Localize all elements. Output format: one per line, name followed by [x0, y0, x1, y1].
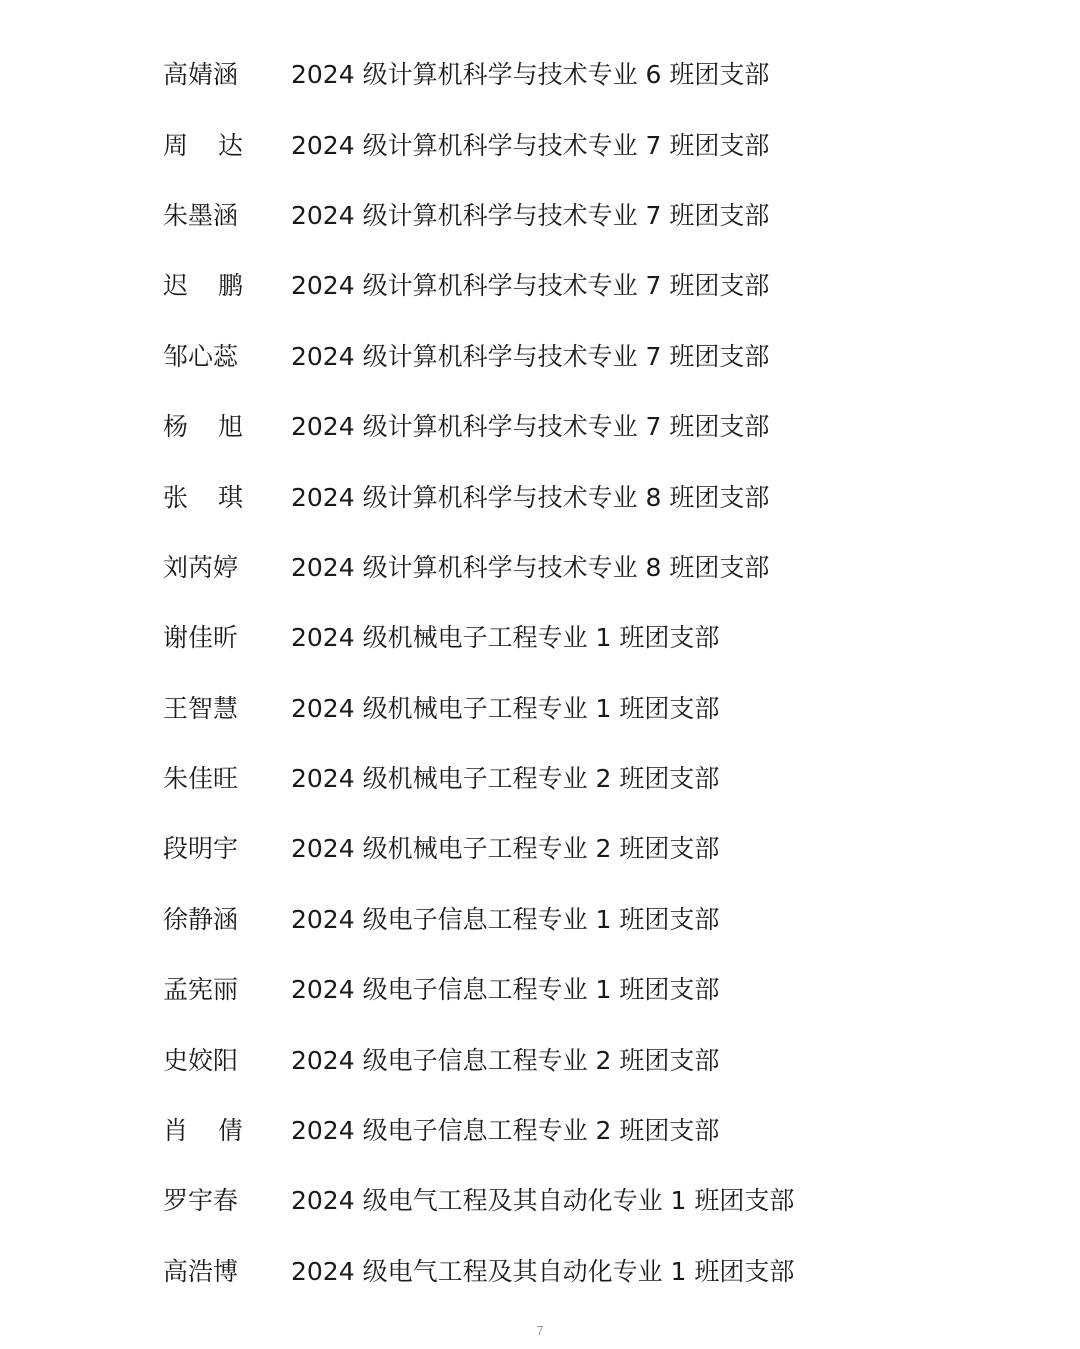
member-branch: 2024 级电气工程及其自动化专业 1 班团支部 [291, 1186, 795, 1216]
member-name-part: 王智慧 [163, 693, 239, 723]
member-branch: 2024 级计算机科学与技术专业 7 班团支部 [291, 130, 770, 160]
list-item [163, 249, 963, 319]
member-name-part: 鹏 [217, 271, 243, 301]
list-item [163, 38, 963, 108]
member-name-part: 朱佳旺 [163, 764, 239, 794]
list-item [163, 601, 963, 671]
list-item [163, 1235, 963, 1305]
list-item [163, 1023, 963, 1093]
member-branch: 2024 级计算机科学与技术专业 7 班团支部 [291, 341, 770, 371]
member-branch: 2024 级计算机科学与技术专业 8 班团支部 [291, 552, 770, 582]
list-item [163, 1164, 963, 1234]
member-branch: 2024 级机械电子工程专业 2 班团支部 [291, 764, 720, 794]
member-name-part: 高浩博 [163, 1256, 239, 1286]
list-item [163, 390, 963, 460]
member-branch: 2024 级机械电子工程专业 1 班团支部 [291, 693, 720, 723]
list-item [163, 1094, 963, 1164]
member-name-part: 张 [163, 482, 189, 512]
member-name [163, 829, 243, 865]
member-branch: 2024 级电子信息工程专业 1 班团支部 [291, 904, 720, 934]
list-item [163, 883, 963, 953]
member-name [163, 900, 243, 936]
member-branch: 2024 级计算机科学与技术专业 7 班团支部 [291, 412, 770, 442]
member-name [163, 1111, 243, 1147]
member-name-part: 孟宪丽 [163, 975, 239, 1005]
member-branch: 2024 级计算机科学与技术专业 7 班团支部 [291, 271, 770, 301]
member-name [163, 337, 243, 373]
member-branch: 2024 级机械电子工程专业 2 班团支部 [291, 834, 720, 864]
list-item [163, 953, 963, 1023]
member-name-part: 肖 [163, 1116, 189, 1146]
member-name-part: 达 [217, 130, 243, 160]
member-branch: 2024 级计算机科学与技术专业 8 班团支部 [291, 482, 770, 512]
member-branch: 2024 级计算机科学与技术专业 7 班团支部 [291, 200, 770, 230]
member-name-part: 朱墨涵 [163, 200, 239, 230]
member-name-part: 刘芮婷 [163, 552, 239, 582]
member-name-part: 周 [163, 130, 189, 160]
member-branch: 2024 级计算机科学与技术专业 6 班团支部 [291, 60, 770, 90]
member-branch: 2024 级电子信息工程专业 1 班团支部 [291, 975, 720, 1005]
list-item [163, 179, 963, 249]
member-name-part: 邹心蕊 [163, 341, 239, 371]
member-name-part: 高婧涵 [163, 60, 239, 90]
list-item [163, 320, 963, 390]
member-name-part: 徐静涵 [163, 904, 239, 934]
member-name-part: 杨 [163, 412, 189, 442]
member-name-part: 琪 [217, 482, 243, 512]
member-name-part: 旭 [217, 412, 243, 442]
member-name [163, 1252, 243, 1288]
member-name-part: 迟 [163, 271, 189, 301]
member-branch: 2024 级电子信息工程专业 2 班团支部 [291, 1116, 720, 1146]
member-name-part: 罗宇春 [163, 1186, 239, 1216]
list-item [163, 460, 963, 530]
member-name [163, 759, 243, 795]
list-item [163, 812, 963, 882]
member-name-part: 倩 [217, 1116, 243, 1146]
member-name [163, 196, 243, 232]
list-item [163, 108, 963, 178]
list-item [163, 672, 963, 742]
member-name [163, 689, 243, 725]
member-name-part: 史姣阳 [163, 1045, 239, 1075]
member-name [163, 266, 243, 302]
member-branch: 2024 级机械电子工程专业 1 班团支部 [291, 623, 720, 653]
page-number: 7 [536, 1323, 544, 1338]
member-name [163, 478, 243, 514]
member-name [163, 970, 243, 1006]
member-branch: 2024 级电气工程及其自动化专业 1 班团支部 [291, 1256, 795, 1286]
member-name [163, 126, 243, 162]
list-item [163, 742, 963, 812]
list-item [163, 531, 963, 601]
member-name [163, 55, 243, 91]
member-name [163, 618, 243, 654]
member-name-part: 谢佳昕 [163, 623, 239, 653]
member-name [163, 1041, 243, 1077]
member-name [163, 407, 243, 443]
member-name-part: 段明宇 [163, 834, 239, 864]
member-branch: 2024 级电子信息工程专业 2 班团支部 [291, 1045, 720, 1075]
name-list [163, 38, 963, 1305]
member-name [163, 1181, 243, 1217]
member-name [163, 548, 243, 584]
